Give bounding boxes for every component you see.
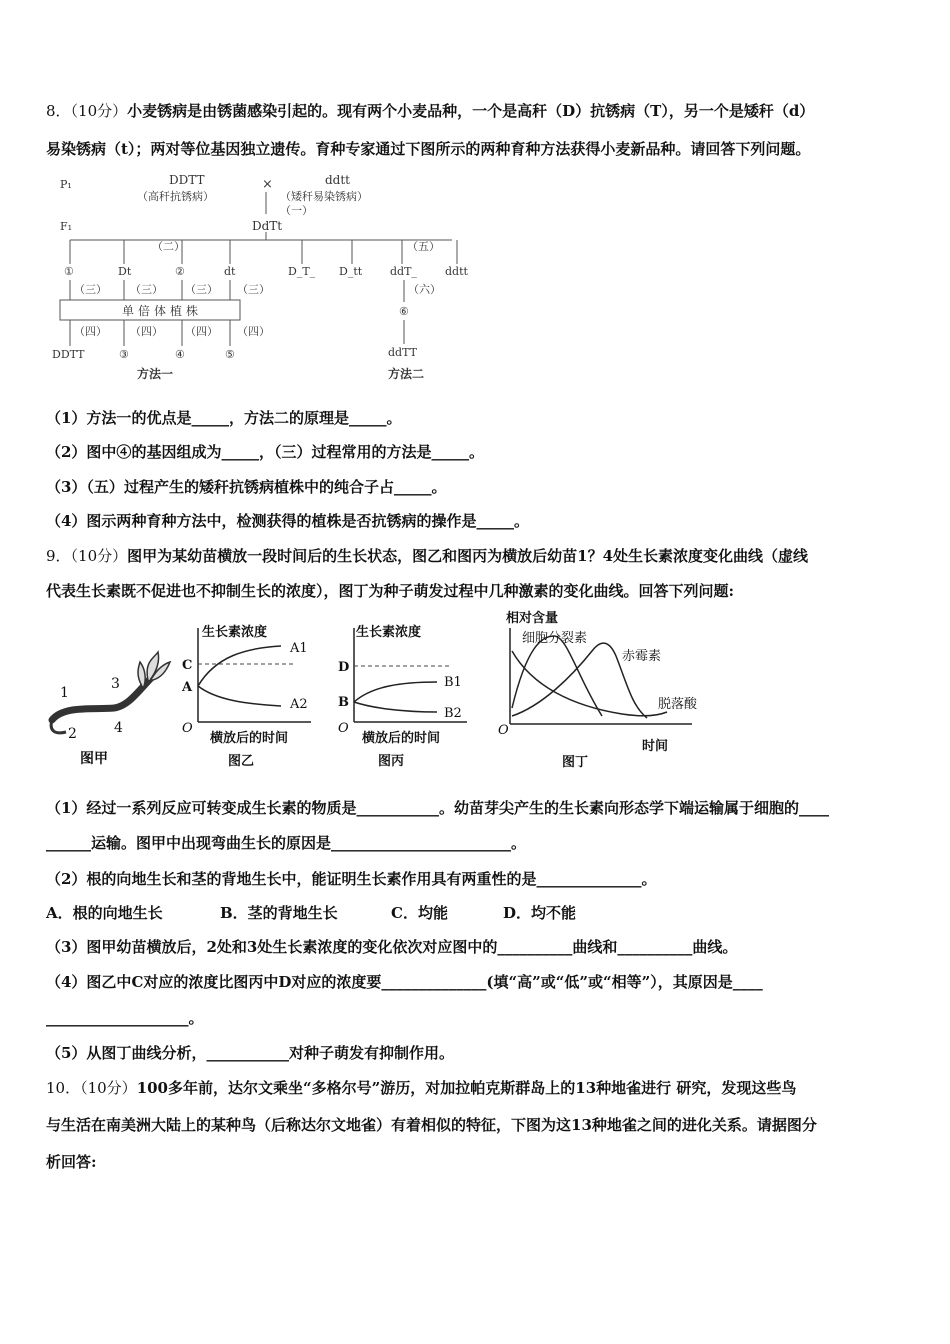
step-five-label: （五） [407, 240, 440, 253]
step-one-label: （一） [280, 204, 313, 217]
option-a: A．根的向地生长 [46, 904, 163, 922]
bing-label-b2: B2 [444, 706, 462, 721]
q8-number: 8．（10分） [46, 102, 128, 120]
step-two-label: （二） [152, 240, 185, 253]
six-marker: ⑥ [399, 305, 409, 318]
q10-stem-text1: 100多年前，达尔文乘坐“多格尔号”游历，对加拉帕克斯群岛上的13种地雀进行 研究，发现这些鸟 [136, 1079, 797, 1097]
yi-ylabel: 生长素浓度 [202, 625, 268, 640]
q9-stem-text1: 图甲为某幼苗横放一段时间后的生长状态，图乙和图丙为横放后幼苗1？4处生长素浓度变化曲线（虚线 [127, 547, 809, 565]
option-d: D．均不能 [503, 904, 577, 922]
curve-a2 [198, 686, 281, 706]
f2-class-1: D_T_ [288, 265, 316, 278]
figure-jia [44, 650, 174, 775]
step-four-label-1: （四） [74, 325, 107, 338]
figure-yi-caption: 图乙 [228, 754, 255, 769]
q9-sub4a: （4）图乙中C对应的浓度比图丙中D对应的浓度要______________(填“高”或“低”或“相等”），其原因是____ [46, 973, 763, 991]
q10-number: 10．（10分） [46, 1079, 137, 1097]
bing-xlabel: 横放后的时间 [362, 731, 441, 746]
ding-label-aba: 脱落酸 [658, 697, 698, 712]
gamete-3: ② [175, 265, 185, 278]
f2-class-2: D_tt [339, 265, 363, 278]
curve-cytokinin [512, 636, 602, 716]
curve-b2 [354, 702, 437, 712]
bing-ylabel: 生长素浓度 [356, 625, 422, 640]
q9-sub1b: ______运输。图甲中出现弯曲生长的原因是________________________。 [46, 834, 527, 852]
parent-left-genotype: DDTT [169, 173, 205, 187]
step-four-label-3: （四） [185, 325, 218, 338]
ding-label-cytokinin: 细胞分裂素 [522, 631, 588, 646]
cross-symbol: × [262, 177, 273, 192]
figure-bing [332, 618, 482, 778]
ding-label-gibberellin: 赤霉素 [622, 649, 662, 664]
q9-sub1a: （1）经过一系列反应可转变成生长素的物质是___________。幼苗芽尖产生的生长素向形态学下端运输属于细胞的____ [46, 799, 829, 817]
p1-label: P₁ [60, 178, 72, 191]
step-three-label-3: （三） [185, 283, 218, 296]
ding-ylabel: 相对含量 [506, 611, 559, 626]
position-label-3: 3 [111, 676, 120, 692]
f1-genotype: DdTt [252, 219, 283, 233]
step-four-label-4: （四） [237, 325, 270, 338]
figure-ding-caption: 图丁 [562, 755, 589, 770]
q9-stem-line1 [46, 546, 808, 566]
parent-right-desc: （矮秆易染锈病） [280, 190, 368, 203]
q8-stem-text1: 小麦锈病是由锈菌感染引起的。现有两个小麦品种，一个是高秆（D）抗锈病（T），另一个是矮秆（d） [127, 102, 815, 120]
seedling-leaf-3 [138, 662, 145, 686]
q9-sub4b: ___________________。 [46, 1009, 204, 1027]
product-2: ③ [119, 348, 129, 361]
yi-xlabel: 横放后的时间 [210, 731, 289, 746]
haploid-plant-label: 单倍体植株 [122, 304, 203, 318]
q9-number: 9．（10分） [46, 547, 128, 565]
bing-label-d: D [338, 660, 350, 675]
parent-right-genotype: ddtt [325, 173, 351, 187]
product-3: ④ [175, 348, 185, 361]
bing-origin: O [338, 721, 349, 736]
bing-label-b1: B1 [444, 675, 462, 690]
product-1: DDTT [52, 348, 85, 361]
step-four-label-2: （四） [130, 325, 163, 338]
step-three-label-4: （三） [237, 283, 270, 296]
ding-origin: O [498, 723, 509, 738]
curve-a1 [198, 646, 281, 686]
gamete-2: Dt [118, 265, 132, 278]
q9-options [46, 903, 576, 923]
step-three-label-1: （三） [74, 283, 107, 296]
yi-label-a: A [182, 680, 193, 695]
step-three-label-2: （三） [130, 283, 163, 296]
position-label-2: 2 [68, 726, 77, 742]
q10-stem-line1 [46, 1078, 796, 1098]
position-label-1: 1 [60, 685, 69, 701]
q10-stem-line3: 析回答: [46, 1153, 97, 1171]
q9-stem-line2: 代表生长素既不促进也不抑制生长的浓度），图丁为种子萌发过程中几种激素的变化曲线。回答下列问题: [46, 582, 735, 600]
breeding-diagram [52, 170, 492, 385]
q9-sub2: （2）根的向地生长和茎的背地生长中，能证明生长素作用具有两重性的是______________。 [46, 870, 657, 888]
yi-label-a2: A2 [290, 697, 308, 712]
option-c: C．均能 [391, 904, 448, 922]
q10-stem-line2: 与生活在南美洲大陆上的某种鸟（后称达尔文地雀）有着相似的特征，下图为这13种地雀之间的进化关系。请据图分 [46, 1116, 817, 1134]
figure-bing-caption: 图丙 [378, 754, 405, 769]
q8-sub1: （1）方法一的优点是_____，方法二的原理是_____。 [46, 409, 402, 427]
gamete-1: ① [64, 265, 74, 278]
position-label-4: 4 [114, 720, 123, 736]
q8-sub4: （4）图示两种育种方法中，检测获得的植株是否抗锈病的操作是_____。 [46, 512, 529, 530]
parent-left-desc: （高秆抗锈病） [137, 190, 214, 203]
ding-xlabel: 时间 [642, 739, 669, 754]
option-b: B．茎的背地生长 [220, 904, 338, 922]
curve-b1 [354, 682, 437, 702]
yi-origin: O [182, 721, 193, 736]
q8-sub3: （3）（五）过程产生的矮秆抗锈病植株中的纯合子占_____。 [46, 478, 447, 496]
gamete-4: dt [224, 265, 236, 278]
q8-stem-line1 [46, 101, 814, 121]
q8-sub2: （2）图中④的基因组成为_____，（三）过程常用的方法是_____。 [46, 443, 484, 461]
step-six-label: （六） [408, 283, 441, 296]
method-two-label: 方法二 [388, 367, 425, 381]
q9-sub3: （3）图甲幼苗横放后，2处和3处生长素浓度的变化依次对应图中的__________曲线和__________曲线。 [46, 938, 738, 956]
q9-sub5: （5）从图丁曲线分析，___________对种子萌发有抑制作用。 [46, 1044, 454, 1062]
figure-jia-caption: 图甲 [80, 751, 108, 767]
f2-class-3: ddT_ [390, 265, 417, 278]
f2-class-4: ddtt [445, 265, 468, 278]
yi-label-c: C [182, 658, 193, 673]
figure-ding [492, 606, 732, 776]
yi-label-a1: A1 [290, 641, 308, 656]
bing-label-b: B [338, 695, 349, 710]
product-4: ⑤ [225, 348, 235, 361]
method-one-label: 方法一 [137, 367, 174, 381]
final-genotype: ddTT [388, 346, 417, 359]
figure-yi [176, 618, 326, 778]
q8-stem-line2: 易染锈病（t）；两对等位基因独立遗传。育种专家通过下图所示的两种育种方法获得小麦新品种。请回答下列问题。 [46, 140, 811, 158]
f1-label: F₁ [60, 220, 73, 233]
